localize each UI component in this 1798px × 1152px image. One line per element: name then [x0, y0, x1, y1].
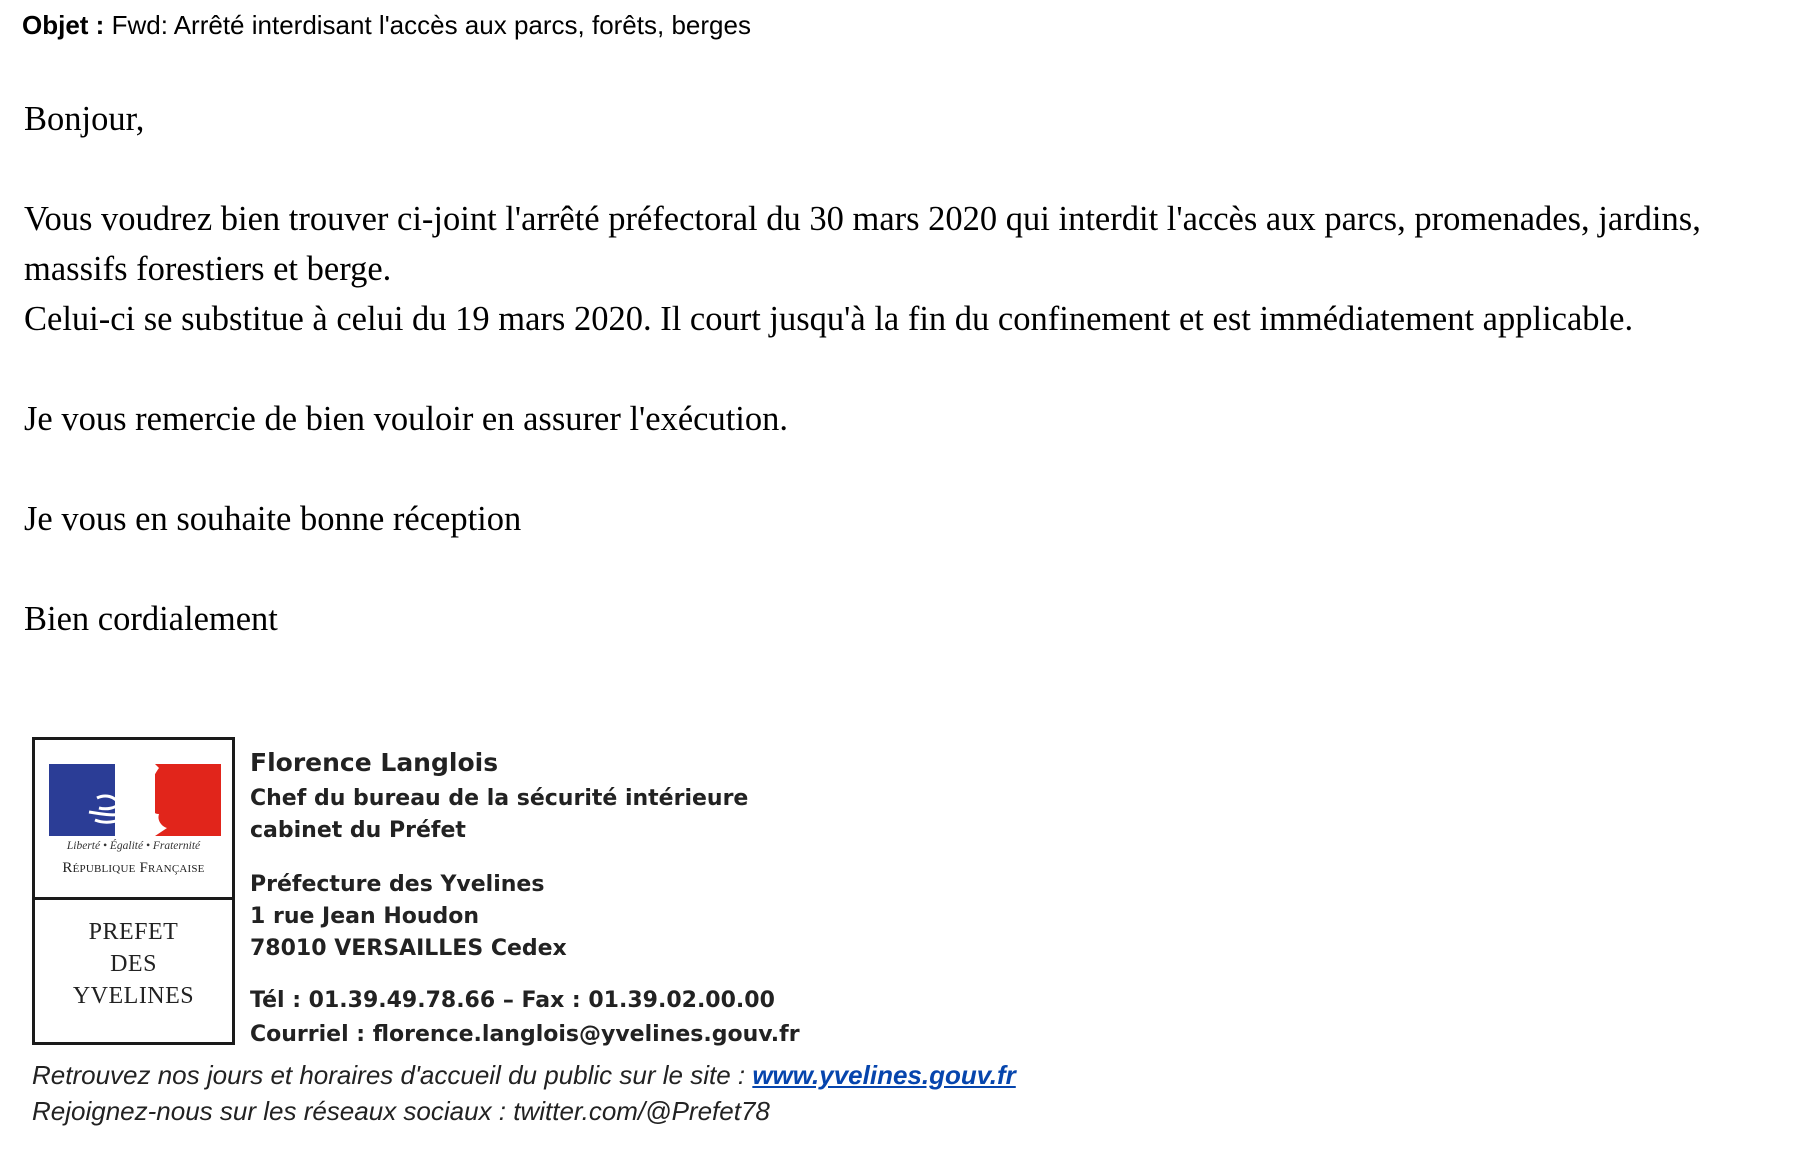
signature-title-line-1: Chef du bureau de la sécurité intérieure	[250, 786, 749, 811]
signature-name: Florence Langlois	[250, 748, 499, 777]
body-paragraph-1-line-1: Vous voudrez bien trouver ci-joint l'arrêté préfectoral du 30 mars 2020 qui interdit l'accès aux parcs, promenades, jardins,	[24, 200, 1701, 238]
signature-phone-fax: Tél : 01.39.49.78.66 – Fax : 01.39.02.00.00	[250, 988, 775, 1013]
signature-email[interactable]: Courriel : florence.langlois@yvelines.gouv.fr	[250, 1022, 800, 1047]
email-body	[24, 94, 1794, 644]
body-paragraph-1-line-3: Celui-ci se substitue à celui du 19 mars 2020. Il court jusqu'à la fin du confinement et est immédiatement applicable.	[24, 300, 1634, 338]
greeting: Bonjour,	[24, 100, 145, 138]
body-paragraph-1-line-2: massifs forestiers et berge.	[24, 250, 392, 288]
republique-text: République Française	[62, 860, 205, 876]
subject-text: Fwd: Arrêté interdisant l'accès aux parcs, forêts, berges	[111, 10, 751, 40]
signature-address-line-1: 1 rue Jean Houdon	[250, 904, 480, 929]
prefet-text	[35, 916, 232, 1012]
footer-text-1: Retrouvez nos jours et horaires d'accueil du public sur le site :	[32, 1060, 753, 1090]
signature-title-line-2: cabinet du Préfet	[250, 818, 466, 843]
prefet-line-2: DES	[110, 951, 157, 977]
body-paragraph-2: Je vous remercie de bien vouloir en assurer l'exécution.	[24, 400, 788, 438]
marianne-flag-icon	[49, 764, 221, 836]
body-paragraph-3: Je vous en souhaite bonne réception	[24, 500, 522, 538]
footer-line-1	[32, 1060, 1016, 1091]
prefecture-logo	[32, 737, 235, 1045]
subject-label: Objet :	[22, 10, 105, 40]
signature-address-line-2: 78010 VERSAILLES Cedex	[250, 936, 567, 961]
prefet-line-1: PREFET	[88, 919, 179, 945]
website-link[interactable]: www.yvelines.gouv.fr	[752, 1060, 1016, 1090]
footer-line-2: Rejoignez-nous sur les réseaux sociaux : twitter.com/@Prefet78	[32, 1096, 770, 1126]
motto-text: Liberté • Égalité • Fraternité	[66, 840, 201, 852]
marianne-logo-area	[35, 740, 232, 900]
signature-org: Préfecture des Yvelines	[250, 872, 545, 897]
prefet-line-3: YVELINES	[72, 983, 195, 1009]
email-subject	[22, 8, 751, 42]
closing: Bien cordialement	[24, 600, 278, 638]
